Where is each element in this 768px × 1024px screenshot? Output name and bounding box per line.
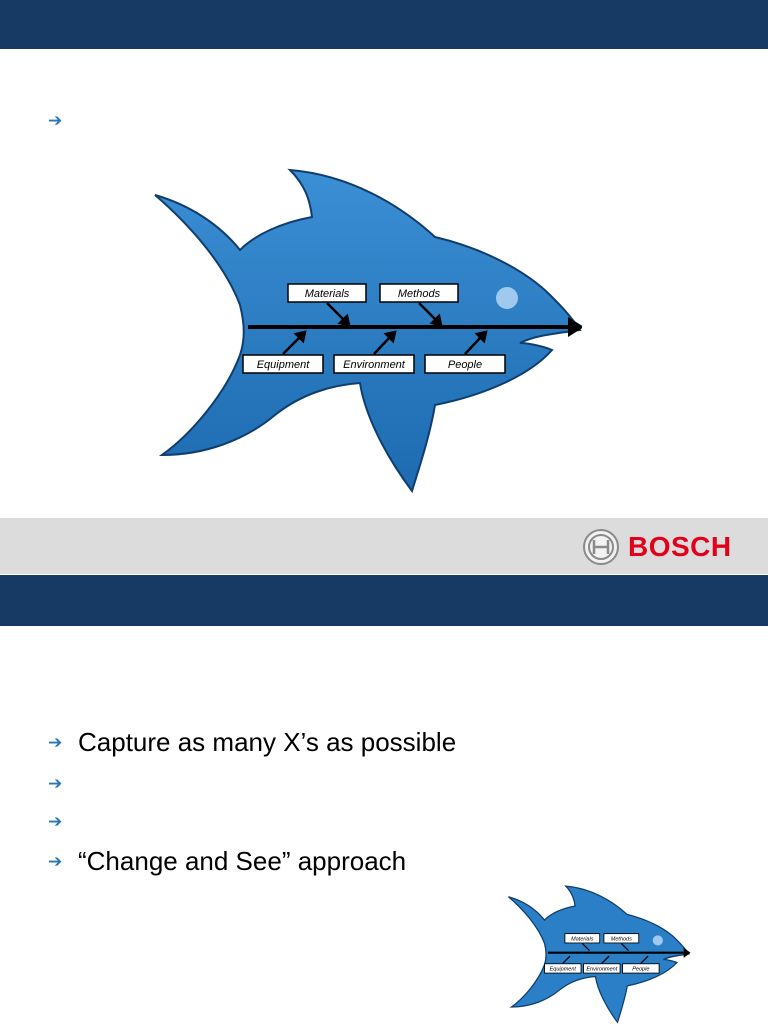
bosch-wordmark: BOSCH xyxy=(628,531,732,562)
label-box-methods xyxy=(380,284,458,302)
label-methods: Methods xyxy=(397,288,441,300)
arrow-right-icon: ➔ xyxy=(48,774,63,794)
bullet-text-1: Capture as many X’s as possible xyxy=(78,727,457,757)
fishbone-fish-diagram-small xyxy=(482,884,714,1024)
fishbone-fish-diagram xyxy=(150,165,582,495)
slide1-header-bar xyxy=(0,0,768,49)
label-equipment: Equipment xyxy=(256,359,310,371)
label-environment-small: Environment xyxy=(586,966,618,973)
bosch-logo xyxy=(582,528,732,566)
spine-arrowhead xyxy=(568,317,582,337)
arrow-right-icon: ➔ xyxy=(48,852,63,872)
label-box-materials xyxy=(288,284,366,302)
arrow-right-icon: ➔ xyxy=(48,733,63,753)
fish-eye xyxy=(496,287,518,309)
arrow-right-icon: ➔ xyxy=(48,812,63,832)
label-box-people xyxy=(425,355,505,373)
label-box-equipment xyxy=(243,355,323,373)
slide2-header-bar xyxy=(0,575,768,626)
label-people: People xyxy=(447,359,483,371)
label-materials-small: Materials xyxy=(571,936,594,943)
bosch-armature-icon xyxy=(582,528,620,566)
label-materials: Materials xyxy=(304,288,350,300)
label-environment: Environment xyxy=(343,359,405,371)
label-methods-small: Methods xyxy=(610,936,632,943)
label-people-small: People xyxy=(632,966,650,973)
arrow-right-icon: ➔ xyxy=(48,111,63,131)
fish-body xyxy=(155,170,580,491)
label-box-environment xyxy=(334,355,414,373)
bullet-text-4: “Change and See” approach xyxy=(78,846,407,876)
label-equipment-small: Equipment xyxy=(549,966,576,973)
